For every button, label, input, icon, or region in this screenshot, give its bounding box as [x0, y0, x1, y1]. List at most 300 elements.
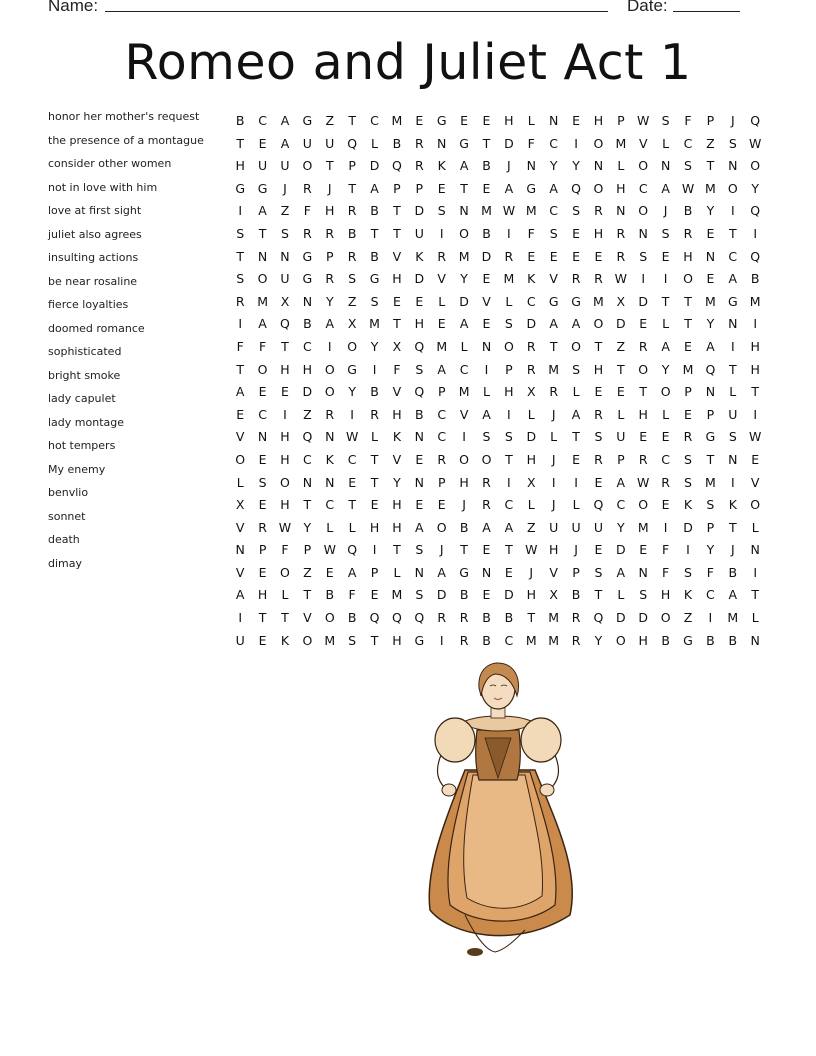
word-list-item: juliet also agrees	[48, 227, 142, 241]
grid-cell: R	[638, 451, 648, 467]
word-list-item: insulting actions	[48, 251, 139, 264]
grid-cell: Q	[750, 203, 761, 219]
grid-cell: J	[551, 406, 556, 422]
grid-cell: M	[548, 361, 560, 377]
grid-cell: I	[708, 610, 713, 626]
grid-cell: T	[751, 587, 759, 603]
header	[48, 0, 748, 20]
grid-cell: C	[258, 113, 267, 128]
grid-cell: P	[706, 519, 715, 535]
grid-cell: R	[437, 610, 447, 626]
grid-cell: Y	[393, 474, 401, 490]
grid-cell: S	[661, 113, 670, 128]
grid-cell: Y	[706, 316, 715, 332]
grid-cell: L	[348, 519, 356, 535]
grid-cell: M	[615, 135, 627, 151]
word-list-item: benvlio	[48, 486, 89, 499]
grid-cell: T	[460, 542, 468, 558]
grid-cell: F	[662, 564, 670, 580]
grid-cell: T	[281, 338, 289, 354]
grid-cell: E	[258, 384, 267, 400]
word-list-item: sonnet	[48, 509, 86, 523]
grid-cell: O	[481, 451, 492, 467]
grid-cell: R	[683, 225, 693, 241]
grid-cell: Z	[303, 564, 312, 580]
grid-cell: P	[303, 542, 312, 558]
grid-cell: Q	[750, 113, 761, 128]
grid-cell: S	[348, 271, 357, 287]
grid-cell: E	[258, 135, 267, 151]
word-list-item: be near rosaline	[48, 274, 138, 288]
grid-cell: A	[459, 316, 469, 332]
grid-row	[229, 337, 767, 360]
grid-row	[229, 382, 767, 405]
grid-cell: A	[661, 338, 670, 354]
grid-cell: E	[572, 113, 580, 128]
grid-cell: B	[482, 610, 491, 626]
grid-cell: I	[372, 361, 377, 377]
grid-cell: E	[527, 248, 536, 264]
grid-cell: P	[617, 113, 625, 128]
grid-cell: D	[616, 610, 626, 626]
grid-cell: O	[593, 180, 604, 196]
grid-cell: U	[325, 135, 335, 151]
grid-cell: S	[482, 429, 491, 445]
page-title: Romeo and Juliet Act 1	[124, 34, 692, 91]
grid-cell: A	[504, 519, 514, 535]
grid-cell: M	[525, 632, 537, 648]
grid-cell: F	[258, 338, 267, 354]
grid-cell: H	[526, 451, 536, 467]
grid-cell: J	[529, 564, 534, 580]
grid-cell: P	[572, 564, 580, 580]
grid-row	[229, 540, 767, 563]
grid-row	[229, 179, 767, 202]
grid-cell: B	[706, 632, 715, 648]
grid-cell: Q	[392, 610, 402, 626]
grid-cell: Q	[347, 542, 358, 558]
grid-cell: E	[325, 564, 334, 580]
grid-cell: W	[637, 474, 650, 490]
grid-cell: I	[663, 271, 668, 287]
grid-cell: E	[639, 542, 648, 558]
grid-cell: U	[280, 158, 290, 174]
grid-cell: C	[325, 497, 335, 513]
grid-cell: O	[615, 632, 626, 648]
grid-cell: E	[258, 497, 267, 513]
grid-cell: M	[637, 519, 649, 535]
grid-cell: O	[280, 564, 290, 580]
grid-row	[229, 156, 767, 179]
grid-cell: R	[594, 271, 603, 287]
grid-cell: R	[482, 497, 491, 513]
grid-cell: S	[236, 271, 245, 287]
grid-cell: C	[437, 406, 447, 422]
grid-cell: H	[548, 542, 559, 558]
grid-cell: L	[662, 135, 670, 151]
grid-cell: R	[661, 474, 670, 490]
grid-cell: B	[661, 632, 670, 648]
grid-cell: O	[638, 497, 649, 513]
grid-cell: L	[505, 293, 513, 309]
grid-cell: T	[303, 497, 312, 513]
grid-row	[229, 201, 767, 224]
grid-cell: C	[616, 497, 626, 513]
grid-cell: R	[482, 474, 491, 490]
grid-cell: A	[235, 587, 245, 603]
grid-cell: Q	[414, 384, 425, 400]
grid-cell: R	[504, 248, 514, 264]
grid-cell: E	[572, 248, 580, 264]
grid-cell: G	[369, 271, 380, 287]
grid-cell: D	[526, 316, 537, 332]
grid-cell: K	[683, 587, 693, 603]
grid-cell: S	[594, 564, 603, 580]
grid-cell: W	[748, 429, 762, 445]
grid-cell: S	[415, 361, 424, 377]
name-field[interactable]	[105, 11, 608, 12]
grid-cell: R	[370, 406, 379, 422]
grid-cell: H	[750, 361, 760, 377]
grid-cell: B	[325, 587, 335, 603]
grid-row	[229, 134, 767, 157]
grid-cell: L	[527, 406, 535, 422]
grid-cell: C	[549, 135, 559, 151]
grid-cell: N	[257, 429, 268, 445]
grid-cell: T	[370, 451, 379, 467]
grid-cell: J	[551, 451, 556, 467]
grid-cell: H	[280, 451, 290, 467]
grid-cell: S	[258, 474, 267, 490]
grid-cell: S	[236, 225, 245, 241]
grid-cell: T	[639, 384, 648, 400]
grid-cell: I	[372, 542, 377, 558]
grid-cell: F	[706, 564, 714, 580]
grid-cell: V	[392, 384, 402, 400]
grid-cell: H	[392, 271, 402, 287]
grid-cell: S	[661, 225, 670, 241]
grid-cell: N	[548, 113, 559, 128]
grid-cell: N	[481, 564, 492, 580]
grid-cell: E	[370, 497, 379, 513]
grid-cell: T	[594, 338, 603, 354]
grid-cell: S	[684, 451, 692, 467]
grid-cell: C	[504, 632, 514, 648]
grid-cell: I	[484, 361, 489, 377]
word-list-item: lady montage	[48, 415, 125, 429]
grid-cell: W	[614, 271, 628, 287]
grid-cell: O	[257, 361, 268, 377]
grid-cell: O	[503, 338, 514, 354]
grid-cell: H	[638, 406, 648, 422]
grid-cell: G	[302, 271, 313, 287]
grid-cell: D	[302, 384, 313, 400]
grid-cell: W	[748, 135, 762, 151]
grid-cell: Z	[706, 135, 715, 151]
grid-cell: R	[594, 203, 603, 219]
grid-cell: B	[683, 203, 693, 219]
grid-cell: L	[393, 564, 401, 580]
grid-cell: Q	[571, 180, 581, 196]
grid-cell: K	[392, 429, 402, 445]
grid-cell: H	[414, 316, 425, 332]
grid-cell: I	[238, 610, 243, 626]
grid-cell: T	[370, 474, 379, 490]
grid-row	[229, 495, 767, 518]
grid-cell: E	[392, 293, 401, 309]
grid-cell: Y	[460, 271, 468, 287]
grid-cell: Q	[750, 248, 761, 264]
grid-cell: G	[235, 180, 246, 196]
grid-cell: H	[302, 361, 313, 377]
grid-cell: H	[660, 587, 671, 603]
grid-cell: E	[504, 564, 513, 580]
grid-cell: Y	[751, 180, 759, 196]
grid-cell: T	[482, 135, 491, 151]
grid-cell: H	[392, 519, 402, 535]
grid-cell: J	[439, 542, 444, 558]
grid-cell: O	[593, 316, 604, 332]
grid-row	[229, 247, 767, 270]
grid-cell: L	[281, 587, 289, 603]
grid-cell: B	[459, 587, 469, 603]
grid-cell: H	[235, 158, 245, 174]
grid-cell: H	[257, 587, 268, 603]
grid-cell: A	[415, 519, 424, 535]
grid-cell: O	[638, 158, 649, 174]
grid-cell: I	[686, 542, 690, 558]
grid-cell: P	[437, 384, 446, 400]
grid-cell: M	[525, 203, 537, 219]
grid-cell: P	[684, 384, 692, 400]
grid-cell: L	[326, 519, 334, 535]
grid-cell: D	[504, 587, 514, 603]
grid-cell: Z	[683, 610, 693, 626]
grid-cell: U	[414, 225, 424, 241]
word-list-item: sophisticated	[48, 345, 122, 358]
grid-cell: E	[751, 451, 760, 467]
grid-cell: R	[526, 361, 536, 377]
grid-cell: T	[393, 225, 401, 241]
grid-cell: R	[571, 610, 581, 626]
grid-cell: L	[236, 474, 244, 490]
grid-cell: A	[370, 180, 379, 196]
grid-cell: A	[482, 519, 491, 535]
grid-cell: H	[683, 248, 693, 264]
grid-cell: F	[527, 225, 535, 241]
grid-cell: L	[572, 384, 580, 400]
grid-cell: I	[507, 474, 511, 490]
grid-cell: A	[459, 158, 469, 174]
grid-cell: T	[728, 225, 737, 241]
grid-row	[229, 518, 767, 541]
grid-cell: T	[348, 497, 356, 513]
grid-cell: E	[661, 248, 670, 264]
grid-cell: M	[369, 316, 380, 332]
grid-cell: E	[706, 271, 715, 287]
grid-cell: U	[549, 519, 559, 535]
grid-cell: S	[370, 293, 379, 309]
grid-cell: Z	[347, 293, 357, 309]
grid-cell: R	[459, 632, 469, 648]
grid-cell: O	[347, 338, 358, 354]
grid-cell: W	[323, 542, 336, 558]
grid-cell: W	[502, 203, 516, 219]
grid-cell: R	[459, 610, 469, 626]
grid-cell: S	[415, 542, 424, 558]
grid-cell: C	[347, 451, 357, 467]
grid-cell: A	[549, 316, 558, 332]
grid-cell: D	[638, 610, 649, 626]
grid-cell: N	[437, 135, 447, 151]
grid-cell: R	[638, 338, 648, 354]
grid-cell: S	[437, 203, 446, 219]
grid-cell: L	[527, 497, 535, 513]
grid-cell: C	[437, 429, 447, 445]
grid-cell: N	[660, 158, 671, 174]
word-list-item: love at first sight	[48, 204, 142, 217]
grid-cell: A	[571, 316, 581, 332]
grid-cell: E	[482, 587, 491, 603]
grid-cell: E	[594, 248, 603, 264]
grid-cell: D	[683, 519, 693, 535]
grid-cell: T	[236, 135, 245, 151]
grid-cell: G	[705, 429, 716, 445]
grid-cell: D	[459, 293, 469, 309]
grid-cell: A	[437, 361, 446, 377]
grid-cell: F	[281, 542, 289, 558]
grid-cell: Y	[572, 158, 580, 174]
grid-cell: M	[257, 293, 268, 309]
grid-cell: H	[593, 225, 604, 241]
grid-row	[229, 563, 767, 586]
grid-cell: Y	[549, 158, 558, 174]
grid-cell: S	[281, 225, 289, 241]
grid-cell: Y	[303, 519, 312, 535]
grid-cell: P	[706, 406, 715, 422]
grid-cell: Y	[661, 361, 670, 377]
grid-cell: Z	[280, 203, 290, 219]
grid-cell: I	[439, 632, 444, 648]
grid-cell: V	[235, 429, 245, 445]
grid-cell: L	[572, 497, 580, 513]
grid-cell: R	[616, 248, 626, 264]
grid-cell: O	[683, 271, 693, 287]
grid-cell: L	[438, 293, 446, 309]
grid-cell: S	[504, 429, 513, 445]
grid-cell: S	[684, 474, 692, 490]
grid-cell: X	[526, 384, 536, 400]
grid-cell: T	[393, 316, 401, 332]
grid-cell: Q	[593, 497, 604, 513]
grid-cell: P	[348, 158, 356, 174]
grid-cell: R	[549, 384, 558, 400]
grid-cell: D	[436, 587, 447, 603]
grid-cell: D	[526, 429, 537, 445]
grid-cell: R	[437, 248, 447, 264]
grid-cell: L	[371, 429, 379, 445]
grid-cell: L	[617, 587, 625, 603]
grid-cell: C	[661, 451, 670, 467]
grid-cell: G	[436, 113, 447, 128]
grid-cell: J	[551, 497, 556, 513]
grid-cell: A	[258, 316, 267, 332]
grid-cell: H	[280, 361, 290, 377]
grid-cell: H	[392, 406, 402, 422]
grid-cell: U	[728, 406, 738, 422]
grid-cell: C	[526, 293, 536, 309]
grid-cell: O	[571, 338, 581, 354]
grid-row	[229, 292, 767, 315]
grid-cell: V	[303, 610, 312, 626]
grid-cell: K	[325, 451, 334, 467]
grid-cell: U	[616, 429, 626, 445]
grid-cell: A	[482, 406, 491, 422]
grid-cell: H	[593, 113, 604, 128]
grid-cell: I	[641, 271, 646, 287]
grid-cell: I	[753, 316, 758, 332]
grid-cell: K	[280, 632, 290, 648]
grid-cell: N	[481, 338, 492, 354]
grid-cell: B	[482, 632, 491, 648]
name-label: Name:	[48, 0, 99, 15]
grid-cell: I	[753, 406, 758, 422]
grid-cell: B	[347, 610, 357, 626]
grid-cell: K	[527, 271, 536, 287]
grid-cell: S	[549, 225, 558, 241]
grid-cell: A	[347, 564, 357, 580]
grid-cell: L	[751, 610, 759, 626]
grid-cell: F	[348, 587, 356, 603]
grid-cell: L	[662, 316, 670, 332]
grid-cell: L	[550, 429, 558, 445]
grid-cell: M	[458, 384, 470, 400]
grid-cell: A	[280, 135, 290, 151]
grid-cell: T	[460, 180, 468, 196]
grid-cell: X	[347, 316, 357, 332]
grid-cell: B	[303, 316, 312, 332]
grid-cell: I	[350, 406, 354, 422]
grid-cell: H	[750, 338, 760, 354]
grid-cell: B	[459, 519, 469, 535]
grid-row	[229, 314, 767, 337]
grid-cell: E	[594, 542, 603, 558]
grid-cell: N	[414, 429, 424, 445]
grid-cell: M	[705, 474, 716, 490]
grid-cell: R	[526, 338, 536, 354]
grid-cell: J	[283, 180, 287, 196]
grid-cell: P	[617, 451, 625, 467]
grid-cell: B	[571, 587, 581, 603]
grid-cell: O	[324, 384, 335, 400]
grid-cell: G	[302, 113, 313, 128]
grid-cell: E	[661, 429, 670, 445]
grid-cell: T	[661, 293, 670, 309]
grid-row	[229, 473, 767, 496]
grid-cell: N	[280, 248, 290, 264]
date-field[interactable]	[673, 11, 740, 12]
grid-cell: N	[257, 248, 268, 264]
grid-cell: L	[662, 406, 670, 422]
grid-cell: R	[347, 248, 357, 264]
word-list-item: doomed romance	[48, 321, 145, 335]
grid-cell: V	[638, 135, 648, 151]
word-list-item: dimay	[48, 556, 83, 570]
grid-cell: M	[593, 293, 604, 309]
grid-cell: A	[728, 587, 738, 603]
grid-cell: G	[526, 180, 537, 196]
grid-cell: M	[749, 293, 761, 309]
